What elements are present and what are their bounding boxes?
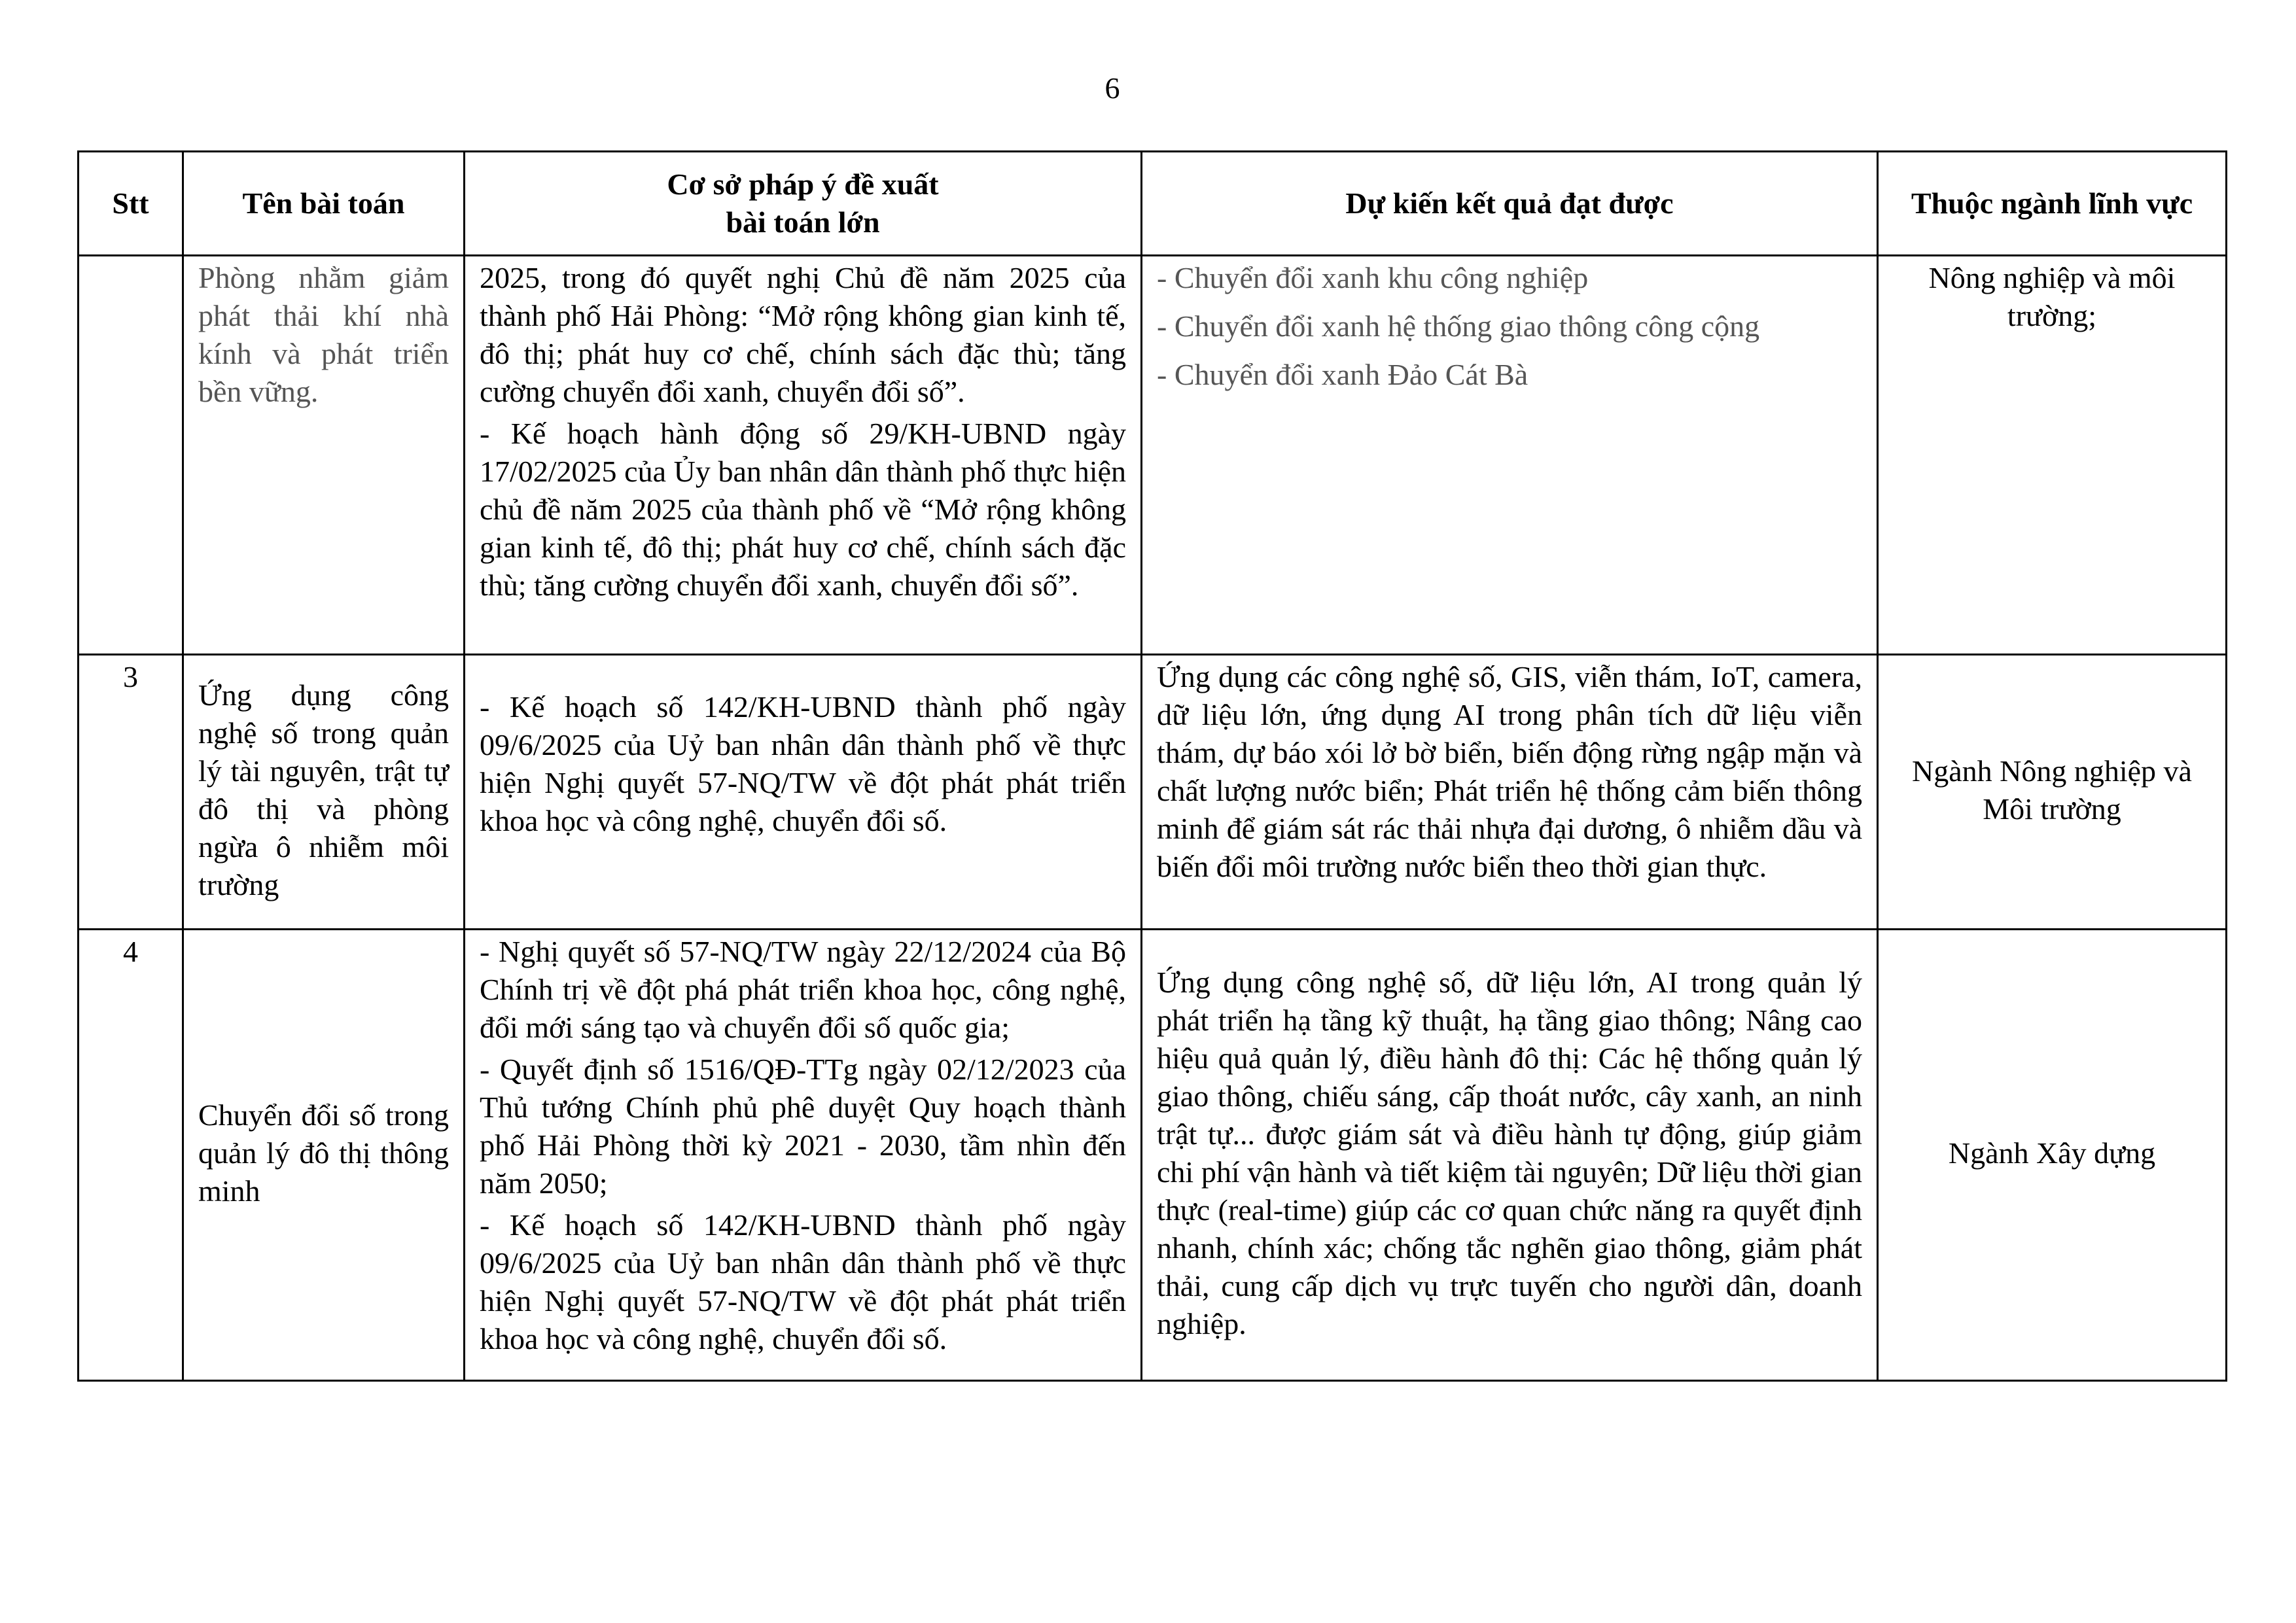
row-result <box>1142 930 1878 1381</box>
basis-item: - Nghị quyết số 57-NQ/TW ngày 22/12/2024 của Bộ Chính trị về đột phá phát triển khoa học, công nghệ, đổi mới sáng tạo và chuyển đổi số quốc gia; <box>480 935 1126 1044</box>
result-item: - Chuyển đổi xanh Đảo Cát Bà <box>1157 358 1528 391</box>
proposal-table <box>77 150 2227 1382</box>
header-result: Dự kiến kết quả đạt được <box>1142 152 1878 256</box>
row-stt: 4 <box>79 930 183 1381</box>
row-sector: Ngành Xây dựng <box>1878 930 2227 1381</box>
result-item: Ứng dụng công nghệ số, dữ liệu lớn, AI trong quản lý phát triển hạ tầng kỹ thuật, hạ tầng giao thông; Nâng cao hiệu quả quản lý, điều hành đô thị: Các hệ thống quản lý giao thông, chiếu sáng, cấp thoát nước, cây xanh, an ninh trật tự... được giám sát và điều hành tự động, giúp giảm chi phí vận hành và tiết kiệm tài nguyên; Dữ liệu thời gian thực (real-time) giúp các cơ quan chức năng ra quyết định nhanh, chính xác; chống tắc nghẽn giao thông, giảm phát thải, cung cấp dịch vụ trực tuyến cho người dân, doanh nghiệp. <box>1157 965 1862 1340</box>
row-result <box>1142 655 1878 930</box>
basis-item: - Kế hoạch số 142/KH-UBND thành phố ngày 09/6/2025 của Uỷ ban nhân dân thành phố về thực hiện Nghị quyết 57-NQ/TW về đột phát phát triển khoa học và công nghệ, chuyển đổi số. <box>480 690 1126 837</box>
header-basis-line2: bài toán lớn <box>726 205 880 239</box>
basis-item: - Kế hoạch hành động số 29/KH-UBND ngày 17/02/2025 của Ủy ban nhân dân thành phố thực hiện chủ đề năm 2025 của thành phố về “Mở rộng không gian kinh tế, đô thị; phát huy cơ chế, chính sách đặc thù; tăng cường chuyển đổi xanh, chuyển đổi số”. <box>480 417 1126 602</box>
row-basis <box>465 256 1142 655</box>
table-row <box>79 655 2227 930</box>
basis-item: 2025, trong đó quyết nghị Chủ đề năm 2025 của thành phố Hải Phòng: “Mở rộng không gian kinh tế, đô thị; phát huy cơ chế, chính sách đặc thù; tăng cường chuyển đổi xanh, chuyển đổi số”. <box>480 261 1126 408</box>
table-row <box>79 256 2227 655</box>
page-number: 6 <box>1104 71 1120 105</box>
row-sector: Nông nghiệp và môi trường; <box>1878 256 2227 655</box>
basis-item: - Quyết định số 1516/QĐ-TTg ngày 02/12/2023 của Thủ tướng Chính phủ phê duyệt Quy hoạch thành phố Hải Phòng thời kỳ 2021 - 2030, tầm nhìn đến năm 2050; <box>480 1053 1126 1200</box>
header-stt: Stt <box>79 152 183 256</box>
row-stt <box>79 256 183 655</box>
result-item: - Chuyển đổi xanh hệ thống giao thông công cộng <box>1157 309 1760 343</box>
row-result <box>1142 256 1878 655</box>
basis-item: - Kế hoạch số 142/KH-UBND thành phố ngày 09/6/2025 của Uỷ ban nhân dân thành phố về thực hiện Nghị quyết 57-NQ/TW về đột phát phát triển khoa học và công nghệ, chuyển đổi số. <box>480 1208 1126 1355</box>
header-name: Tên bài toán <box>183 152 465 256</box>
result-item: Ứng dụng các công nghệ số, GIS, viễn thám, IoT, camera, dữ liệu lớn, ứng dụng AI trong phân tích dữ liệu viễn thám, dự báo xói lở bờ biển, biến động rừng ngập mặn và chất lượng nước biển; Phát triển hệ thống cảm biến thông minh để giám sát rác thải nhựa đại dương, ô nhiễm dầu và biến đổi môi trường nước biển theo thời gian thực. <box>1157 660 1862 883</box>
row-name: Phòng nhằm giảm phát thải khí nhà kính và phát triển bền vững. <box>183 256 465 655</box>
row-basis <box>465 930 1142 1381</box>
row-name: Ứng dụng công nghệ số trong quản lý tài nguyên, trật tự đô thị và phòng ngừa ô nhiễm môi trường <box>183 655 465 930</box>
row-basis <box>465 655 1142 930</box>
row-stt: 3 <box>79 655 183 930</box>
header-sector: Thuộc ngành lĩnh vực <box>1878 152 2227 256</box>
row-name: Chuyển đổi số trong quản lý đô thị thông minh <box>183 930 465 1381</box>
table-row <box>79 930 2227 1381</box>
row-sector: Ngành Nông nghiệp và Môi trường <box>1878 655 2227 930</box>
header-basis <box>465 152 1142 256</box>
result-item: - Chuyển đổi xanh khu công nghiệp <box>1157 261 1589 294</box>
header-basis-line1: Cơ sở pháp ý đề xuất <box>667 167 939 201</box>
table-header-row <box>79 152 2227 256</box>
